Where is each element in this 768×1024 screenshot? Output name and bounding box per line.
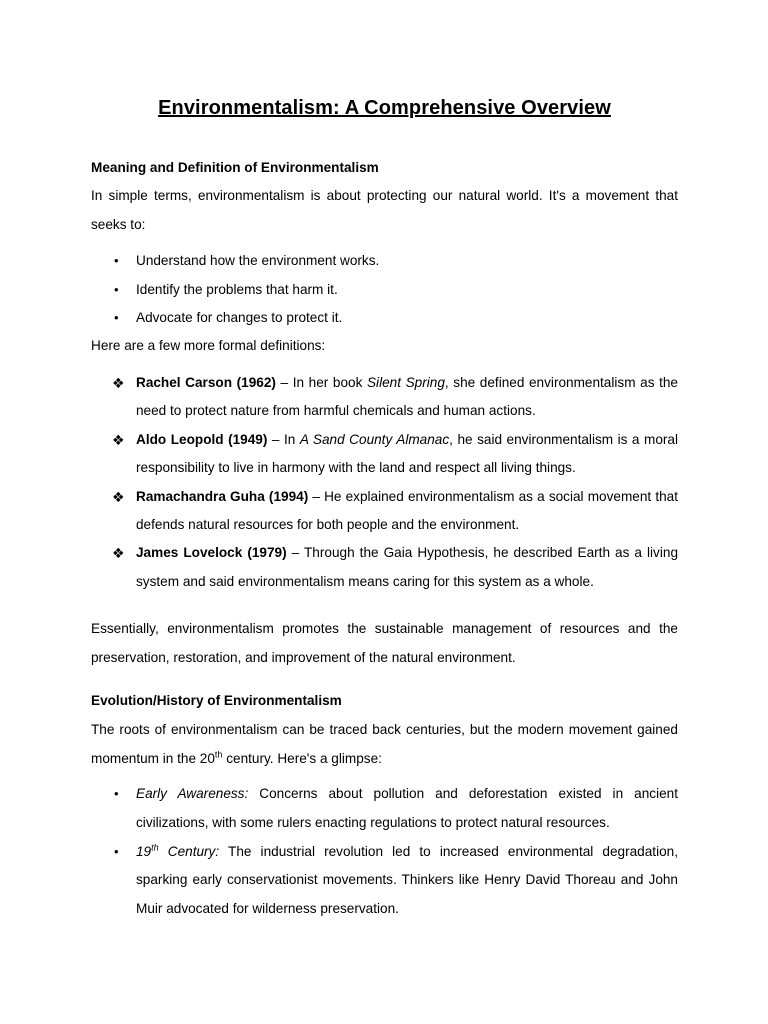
superscript: th <box>214 749 223 760</box>
definition-text: , he said environmentalism is a moral responsibility to live in harmony with the land and respect all living things. <box>136 431 679 476</box>
definition-author: Rachel Carson (1962) <box>136 375 276 390</box>
bullet-icon: • <box>114 281 119 297</box>
list-item <box>91 304 678 333</box>
definition-author: Aldo Leopold (1949) <box>136 431 268 447</box>
summary-paragraph: Essentially, environmentalism promotes the sustainable management of resources and the preservation, restoration, and improvement of the natural environment. <box>91 621 678 665</box>
aims-list <box>91 247 678 333</box>
bullet-icon: • <box>114 786 119 801</box>
history-item-text: Concerns about pollution and deforestation existed in ancient civilizations, with some rulers enacting regulations to protect natural resources. <box>136 786 678 830</box>
definition-author: Ramachandra Guha (1994) <box>136 488 309 504</box>
definition-work: A Sand County Almanac <box>299 431 450 447</box>
list-item-text: Understand how the environment works. <box>136 253 380 268</box>
history-intro-text: The roots of environmentalism can be traced back centuries, but the modern movement gained momentum in the 20 <box>91 722 678 766</box>
history-item-label: Early Awareness: <box>136 786 249 801</box>
definitions-lead: Here are a few more formal definitions: <box>91 338 326 353</box>
section-heading-meaning: Meaning and Definition of Environmentalism <box>91 160 379 175</box>
bullet-icon: • <box>114 843 119 859</box>
definition-text: , she defined environmentalism as the need to protect nature from harmful chemicals and human actions. <box>136 375 678 419</box>
history-list <box>91 780 678 924</box>
definition-text: – He explained environmentalism as a social movement that defends natural resources for both people and the environment. <box>136 488 678 533</box>
history-item <box>91 838 678 924</box>
bullet-icon: • <box>114 310 119 326</box>
history-item-label <box>136 844 219 859</box>
diamond-bullet-icon: ❖ <box>112 488 125 505</box>
definition-item <box>91 483 678 540</box>
bullet-icon: • <box>114 253 119 268</box>
list-item-text: Identify the problems that harm it. <box>136 281 338 297</box>
diamond-bullet-icon: ❖ <box>112 375 125 391</box>
history-intro-paragraph <box>91 715 678 773</box>
superscript: th <box>151 842 159 853</box>
definition-author: James Lovelock (1979) <box>136 545 287 561</box>
document-title: Environmentalism: A Comprehensive Overview <box>158 97 611 119</box>
definition-item <box>91 426 678 483</box>
definitions-list <box>91 369 678 596</box>
list-item <box>91 247 678 276</box>
history-item <box>91 780 678 838</box>
intro-paragraph: In simple terms, environmentalism is about protecting our natural world. It's a movement that seeks to: <box>91 188 678 232</box>
history-item-label-number: 19 <box>136 843 152 859</box>
definition-item <box>91 369 678 426</box>
history-item-text: The industrial revolution led to increased environmental degradation, sparking early conservationist movements. Thinkers like Henry David Thoreau and John Muir advocated for wilderness preservation. <box>136 843 678 917</box>
list-item-text: Advocate for changes to protect it. <box>136 310 343 326</box>
diamond-bullet-icon: ❖ <box>112 431 125 448</box>
history-item-label-rest: Century: <box>158 843 220 859</box>
definition-text: – Through the Gaia Hypothesis, he described Earth as a living system and said environmentalism means caring for this system as a whole. <box>136 545 678 589</box>
definition-work: Silent Spring <box>366 375 445 390</box>
history-intro-text: century. Here's a glimpse: <box>222 751 382 766</box>
definition-item <box>91 539 678 596</box>
diamond-bullet-icon: ❖ <box>112 545 125 562</box>
section-heading-history: Evolution/History of Environmentalism <box>91 693 342 708</box>
definition-text: – In <box>267 431 300 447</box>
list-item <box>91 276 678 305</box>
definition-text: – In her book <box>275 375 367 390</box>
